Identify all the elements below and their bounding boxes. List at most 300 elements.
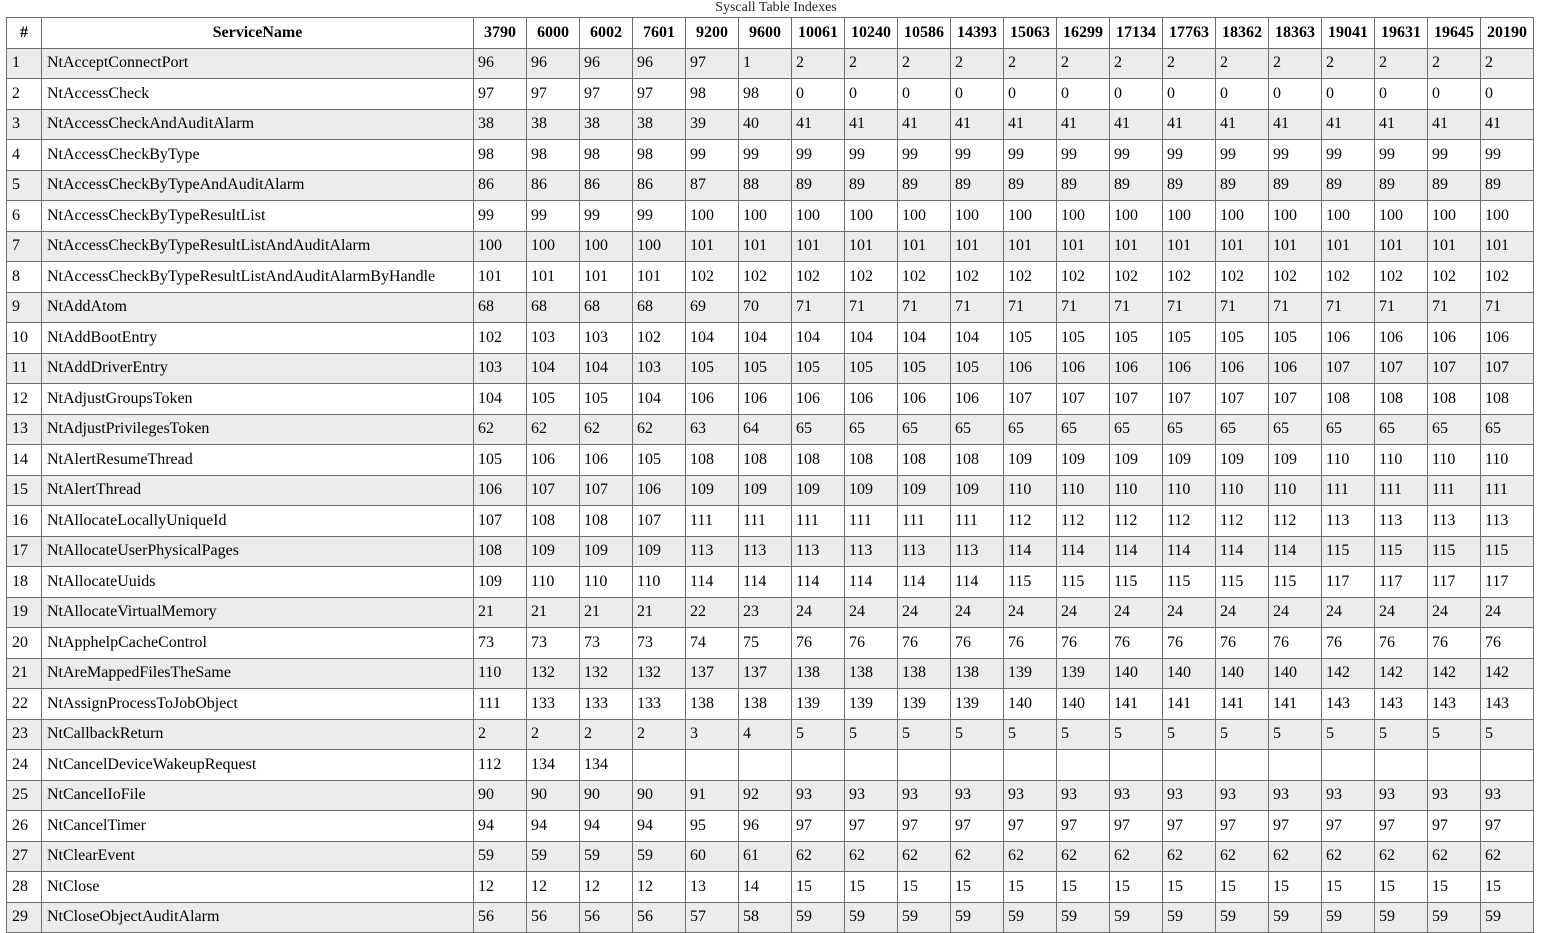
syscall-index-cell: 98 <box>739 79 792 110</box>
syscall-index-cell: 106 <box>951 384 1004 415</box>
syscall-index-cell: 111 <box>739 506 792 537</box>
syscall-index-cell: 101 <box>1057 231 1110 262</box>
syscall-index-cell <box>951 750 1004 781</box>
syscall-index-cell: 114 <box>1216 536 1269 567</box>
table-row <box>7 201 1534 232</box>
syscall-index-cell: 106 <box>474 475 527 506</box>
syscall-index-cell: 24 <box>1375 597 1428 628</box>
syscall-index-cell: 59 <box>1428 902 1481 933</box>
syscall-index-cell: 110 <box>527 567 580 598</box>
syscall-index-cell: 102 <box>1375 262 1428 293</box>
syscall-index-cell: 140 <box>1269 658 1322 689</box>
syscall-index-cell: 97 <box>845 811 898 842</box>
syscall-index-cell: 94 <box>527 811 580 842</box>
syscall-index-cell: 62 <box>1163 841 1216 872</box>
syscall-index-cell: 133 <box>633 689 686 720</box>
syscall-index-cell: 89 <box>1269 170 1322 201</box>
syscall-index-cell: 88 <box>739 170 792 201</box>
service-name-cell: NtAccessCheckAndAuditAlarm <box>42 109 474 140</box>
syscall-index-cell: 2 <box>1163 48 1216 79</box>
syscall-index-cell: 108 <box>1481 384 1534 415</box>
syscall-index-cell: 57 <box>686 902 739 933</box>
syscall-index-cell: 21 <box>633 597 686 628</box>
syscall-index-cell: 95 <box>686 811 739 842</box>
syscall-index-cell: 105 <box>1216 323 1269 354</box>
syscall-index-cell: 76 <box>1481 628 1534 659</box>
syscall-index-cell: 106 <box>633 475 686 506</box>
syscall-index-cell: 75 <box>739 628 792 659</box>
syscall-index-cell: 114 <box>1269 536 1322 567</box>
syscall-index-cell: 102 <box>792 262 845 293</box>
syscall-index-cell: 12 <box>474 872 527 903</box>
table-row <box>7 597 1534 628</box>
syscall-index-cell: 109 <box>686 475 739 506</box>
table-row <box>7 658 1534 689</box>
syscall-index-cell: 76 <box>792 628 845 659</box>
syscall-index-cell: 2 <box>1216 48 1269 79</box>
syscall-index-cell: 105 <box>633 445 686 476</box>
syscall-index-cell: 100 <box>845 201 898 232</box>
syscall-index-cell: 140 <box>1216 658 1269 689</box>
syscall-index-cell: 104 <box>527 353 580 384</box>
syscall-index-cell: 12 <box>580 872 633 903</box>
syscall-index-cell: 56 <box>474 902 527 933</box>
service-name-cell: NtAdjustGroupsToken <box>42 384 474 415</box>
row-index-cell: 24 <box>7 750 42 781</box>
syscall-index-cell: 105 <box>1163 323 1216 354</box>
syscall-index-cell: 68 <box>580 292 633 323</box>
table-row <box>7 872 1534 903</box>
syscall-index-cell: 93 <box>1269 780 1322 811</box>
syscall-index-cell: 139 <box>898 689 951 720</box>
syscall-index-cell: 99 <box>1163 140 1216 171</box>
syscall-index-cell: 62 <box>845 841 898 872</box>
syscall-index-cell: 114 <box>1110 536 1163 567</box>
syscall-index-cell <box>845 750 898 781</box>
syscall-index-cell: 5 <box>1428 719 1481 750</box>
syscall-index-cell: 141 <box>1269 689 1322 720</box>
service-name-cell: NtAccessCheckByTypeResultListAndAuditAlarmByHandle <box>42 262 474 293</box>
syscall-index-cell: 102 <box>898 262 951 293</box>
syscall-index-cell: 59 <box>580 841 633 872</box>
syscall-index-cell: 5 <box>1163 719 1216 750</box>
syscall-index-cell: 110 <box>1110 475 1163 506</box>
syscall-index-cell: 99 <box>686 140 739 171</box>
syscall-index-cell: 24 <box>1481 597 1534 628</box>
syscall-index-cell: 97 <box>686 48 739 79</box>
syscall-index-cell: 97 <box>1269 811 1322 842</box>
syscall-index-cell: 15 <box>845 872 898 903</box>
syscall-index-cell: 111 <box>1375 475 1428 506</box>
syscall-index-cell: 3 <box>686 719 739 750</box>
syscall-index-cell: 2 <box>1428 48 1481 79</box>
syscall-index-cell: 106 <box>1322 323 1375 354</box>
syscall-index-cell: 109 <box>580 536 633 567</box>
syscall-index-cell: 59 <box>792 902 845 933</box>
syscall-index-cell: 133 <box>580 689 633 720</box>
syscall-index-cell: 107 <box>1322 353 1375 384</box>
syscall-index-cell: 101 <box>474 262 527 293</box>
syscall-index-cell: 138 <box>951 658 1004 689</box>
syscall-index-cell: 0 <box>1004 79 1057 110</box>
table-row <box>7 414 1534 445</box>
syscall-index-cell: 41 <box>1110 109 1163 140</box>
table-row <box>7 170 1534 201</box>
column-header-build: 17134 <box>1110 18 1163 49</box>
row-index-cell: 20 <box>7 628 42 659</box>
syscall-index-cell: 2 <box>898 48 951 79</box>
syscall-index-cell: 108 <box>1375 384 1428 415</box>
syscall-index-cell: 65 <box>1428 414 1481 445</box>
syscall-index-cell: 15 <box>1057 872 1110 903</box>
syscall-index-cell: 143 <box>1481 689 1534 720</box>
syscall-index-cell: 98 <box>580 140 633 171</box>
syscall-index-cell: 114 <box>845 567 898 598</box>
syscall-index-cell: 98 <box>474 140 527 171</box>
syscall-index-cell: 139 <box>951 689 1004 720</box>
syscall-index-cell: 108 <box>527 506 580 537</box>
service-name-cell: NtAdjustPrivilegesToken <box>42 414 474 445</box>
syscall-index-cell: 143 <box>1322 689 1375 720</box>
syscall-index-cell: 108 <box>580 506 633 537</box>
column-header-servicename: ServiceName <box>42 18 474 49</box>
syscall-index-cell: 109 <box>1216 445 1269 476</box>
syscall-index-cell: 4 <box>739 719 792 750</box>
syscall-index-cell: 65 <box>1216 414 1269 445</box>
syscall-index-cell: 132 <box>580 658 633 689</box>
syscall-index-cell: 97 <box>1216 811 1269 842</box>
syscall-index-cell: 101 <box>633 262 686 293</box>
syscall-index-cell: 112 <box>1110 506 1163 537</box>
row-index-cell: 14 <box>7 445 42 476</box>
syscall-index-cell: 5 <box>792 719 845 750</box>
syscall-index-cell: 15 <box>1163 872 1216 903</box>
syscall-index-cell <box>686 750 739 781</box>
service-name-cell: NtAccessCheckByTypeAndAuditAlarm <box>42 170 474 201</box>
syscall-index-cell: 105 <box>1057 323 1110 354</box>
syscall-index-cell: 109 <box>845 475 898 506</box>
syscall-index-cell: 115 <box>1057 567 1110 598</box>
service-name-cell: NtAllocateUuids <box>42 567 474 598</box>
table-row <box>7 780 1534 811</box>
syscall-index-cell: 65 <box>1269 414 1322 445</box>
syscall-index-cell: 106 <box>527 445 580 476</box>
syscall-index-cell: 115 <box>1269 567 1322 598</box>
syscall-index-cell: 56 <box>633 902 686 933</box>
syscall-index-cell: 114 <box>1004 536 1057 567</box>
syscall-index-cell: 99 <box>633 201 686 232</box>
syscall-index-cell: 100 <box>1004 201 1057 232</box>
service-name-cell: NtClose <box>42 872 474 903</box>
service-name-cell: NtAreMappedFilesTheSame <box>42 658 474 689</box>
syscall-index-cell: 141 <box>1216 689 1269 720</box>
syscall-index-cell: 71 <box>1004 292 1057 323</box>
syscall-index-cell: 133 <box>527 689 580 720</box>
syscall-index-cell: 68 <box>527 292 580 323</box>
syscall-index-cell: 62 <box>580 414 633 445</box>
syscall-index-cell <box>1375 750 1428 781</box>
syscall-index-cell: 110 <box>580 567 633 598</box>
syscall-index-cell: 113 <box>845 536 898 567</box>
syscall-index-cell: 65 <box>951 414 1004 445</box>
syscall-index-cell: 107 <box>633 506 686 537</box>
syscall-index-cell: 59 <box>1163 902 1216 933</box>
syscall-index-cell: 64 <box>739 414 792 445</box>
table-row <box>7 109 1534 140</box>
syscall-index-cell: 56 <box>580 902 633 933</box>
row-index-cell: 25 <box>7 780 42 811</box>
column-header-build: 14393 <box>951 18 1004 49</box>
table-row <box>7 79 1534 110</box>
syscall-index-cell: 62 <box>474 414 527 445</box>
column-header-build: 17763 <box>1163 18 1216 49</box>
service-name-cell: NtAllocateVirtualMemory <box>42 597 474 628</box>
syscall-index-cell: 105 <box>527 384 580 415</box>
syscall-index-cell: 113 <box>951 536 1004 567</box>
row-index-cell: 12 <box>7 384 42 415</box>
syscall-index-cell: 71 <box>1110 292 1163 323</box>
syscall-index-cell: 115 <box>1375 536 1428 567</box>
syscall-index-cell: 143 <box>1428 689 1481 720</box>
syscall-index-cell: 99 <box>1481 140 1534 171</box>
syscall-index-cell: 99 <box>1428 140 1481 171</box>
syscall-index-cell: 70 <box>739 292 792 323</box>
syscall-index-cell: 113 <box>792 536 845 567</box>
syscall-index-cell: 24 <box>951 597 1004 628</box>
row-index-cell: 17 <box>7 536 42 567</box>
syscall-index-cell: 91 <box>686 780 739 811</box>
syscall-index-cell: 99 <box>580 201 633 232</box>
syscall-index-cell: 23 <box>739 597 792 628</box>
syscall-index-cell: 109 <box>633 536 686 567</box>
syscall-index-cell: 101 <box>527 262 580 293</box>
syscall-index-cell: 0 <box>1110 79 1163 110</box>
syscall-index-cell: 100 <box>792 201 845 232</box>
syscall-index-cell <box>1216 750 1269 781</box>
syscall-index-cell: 99 <box>1110 140 1163 171</box>
syscall-index-cell: 15 <box>951 872 1004 903</box>
syscall-index-cell: 86 <box>633 170 686 201</box>
syscall-index-cell: 100 <box>951 201 1004 232</box>
syscall-index-cell: 110 <box>1057 475 1110 506</box>
syscall-index-cell: 13 <box>686 872 739 903</box>
syscall-index-cell: 93 <box>1216 780 1269 811</box>
syscall-index-cell: 89 <box>1481 170 1534 201</box>
table-row <box>7 811 1534 842</box>
syscall-index-cell: 2 <box>1269 48 1322 79</box>
syscall-index-cell: 93 <box>951 780 1004 811</box>
syscall-index-cell: 62 <box>1110 841 1163 872</box>
row-index-cell: 5 <box>7 170 42 201</box>
syscall-index-cell: 15 <box>1216 872 1269 903</box>
syscall-index-cell: 138 <box>898 658 951 689</box>
syscall-index-cell: 2 <box>1004 48 1057 79</box>
syscall-index-cell: 62 <box>1481 841 1534 872</box>
syscall-index-cell: 0 <box>1428 79 1481 110</box>
column-header-build: 15063 <box>1004 18 1057 49</box>
syscall-index-cell: 97 <box>633 79 686 110</box>
service-name-cell: NtAllocateUserPhysicalPages <box>42 536 474 567</box>
table-row <box>7 140 1534 171</box>
syscall-index-cell: 106 <box>898 384 951 415</box>
syscall-index-cell: 76 <box>951 628 1004 659</box>
syscall-index-cell: 99 <box>1004 140 1057 171</box>
syscall-index-cell: 140 <box>1163 658 1216 689</box>
syscall-index-cell: 104 <box>633 384 686 415</box>
syscall-index-cell: 59 <box>898 902 951 933</box>
syscall-index-cell: 0 <box>1269 79 1322 110</box>
syscall-index-cell: 103 <box>527 323 580 354</box>
column-header-build: 6002 <box>580 18 633 49</box>
syscall-index-cell: 106 <box>1481 323 1534 354</box>
syscall-index-cell: 1 <box>739 48 792 79</box>
syscall-index-cell: 89 <box>1110 170 1163 201</box>
syscall-index-cell: 76 <box>1163 628 1216 659</box>
table-row <box>7 567 1534 598</box>
syscall-index-cell: 71 <box>1322 292 1375 323</box>
syscall-index-cell: 114 <box>739 567 792 598</box>
syscall-index-cell: 100 <box>898 201 951 232</box>
syscall-index-cell: 89 <box>1375 170 1428 201</box>
syscall-index-cell: 24 <box>1163 597 1216 628</box>
service-name-cell: NtAlertResumeThread <box>42 445 474 476</box>
syscall-index-cell: 110 <box>1163 475 1216 506</box>
syscall-index-cell: 100 <box>686 201 739 232</box>
syscall-index-cell: 107 <box>1428 353 1481 384</box>
syscall-index-cell: 5 <box>951 719 1004 750</box>
syscall-index-cell: 113 <box>898 536 951 567</box>
syscall-index-cell: 0 <box>1481 79 1534 110</box>
syscall-index-cell: 65 <box>792 414 845 445</box>
syscall-index-cell: 71 <box>1375 292 1428 323</box>
syscall-index-cell: 59 <box>474 841 527 872</box>
syscall-index-cell: 105 <box>1269 323 1322 354</box>
syscall-index-cell: 140 <box>1057 689 1110 720</box>
table-row <box>7 841 1534 872</box>
syscall-index-cell: 24 <box>845 597 898 628</box>
syscall-index-cell: 110 <box>1322 445 1375 476</box>
service-name-cell: NtAddDriverEntry <box>42 353 474 384</box>
row-index-cell: 13 <box>7 414 42 445</box>
row-index-cell: 1 <box>7 48 42 79</box>
syscall-index-cell: 105 <box>580 384 633 415</box>
syscall-index-cell: 5 <box>898 719 951 750</box>
syscall-index-cell: 106 <box>1216 353 1269 384</box>
syscall-index-cell: 93 <box>1110 780 1163 811</box>
syscall-index-cell: 140 <box>1110 658 1163 689</box>
syscall-index-cell: 41 <box>792 109 845 140</box>
syscall-index-cell: 89 <box>898 170 951 201</box>
syscall-index-cell: 107 <box>1163 384 1216 415</box>
syscall-index-cell: 24 <box>792 597 845 628</box>
column-header-build: 19631 <box>1375 18 1428 49</box>
column-header-build: 19041 <box>1322 18 1375 49</box>
syscall-index-cell: 107 <box>474 506 527 537</box>
syscall-index-cell: 98 <box>633 140 686 171</box>
syscall-index-cell: 0 <box>792 79 845 110</box>
syscall-index-cell: 115 <box>1163 567 1216 598</box>
syscall-index-cell: 92 <box>739 780 792 811</box>
syscall-index-cell: 96 <box>527 48 580 79</box>
syscall-index-cell: 100 <box>633 231 686 262</box>
syscall-index-cell: 0 <box>951 79 1004 110</box>
syscall-index-cell: 5 <box>845 719 898 750</box>
syscall-index-cell: 100 <box>1110 201 1163 232</box>
syscall-index-cell: 99 <box>1057 140 1110 171</box>
syscall-index-cell: 76 <box>1004 628 1057 659</box>
syscall-index-cell: 102 <box>1110 262 1163 293</box>
syscall-index-cell: 104 <box>686 323 739 354</box>
syscall-index-cell: 62 <box>792 841 845 872</box>
syscall-index-cell: 12 <box>633 872 686 903</box>
syscall-index-cell: 86 <box>580 170 633 201</box>
syscall-index-cell: 62 <box>527 414 580 445</box>
syscall-index-cell: 89 <box>1163 170 1216 201</box>
syscall-index-cell: 5 <box>1110 719 1163 750</box>
syscall-index-cell: 65 <box>1110 414 1163 445</box>
syscall-index-cell: 111 <box>1481 475 1534 506</box>
syscall-index-cell: 71 <box>1163 292 1216 323</box>
syscall-index-cell: 65 <box>845 414 898 445</box>
syscall-index-cell: 110 <box>474 658 527 689</box>
syscall-index-cell: 2 <box>845 48 898 79</box>
syscall-index-cell: 21 <box>474 597 527 628</box>
syscall-index-cell: 0 <box>1322 79 1375 110</box>
service-name-cell: NtApphelpCacheControl <box>42 628 474 659</box>
syscall-index-cell: 97 <box>1163 811 1216 842</box>
syscall-index-cell: 114 <box>951 567 1004 598</box>
syscall-index-cell: 21 <box>527 597 580 628</box>
syscall-index-cell: 93 <box>792 780 845 811</box>
syscall-index-cell: 99 <box>951 140 1004 171</box>
syscall-index-cell: 73 <box>580 628 633 659</box>
syscall-index-cell: 138 <box>845 658 898 689</box>
syscall-index-cell: 62 <box>1004 841 1057 872</box>
syscall-index-cell: 62 <box>1057 841 1110 872</box>
syscall-index-cell: 110 <box>1375 445 1428 476</box>
syscall-index-cell: 114 <box>686 567 739 598</box>
syscall-index-cell: 93 <box>898 780 951 811</box>
table-caption: Syscall Table Indexes <box>715 0 837 15</box>
syscall-index-cell: 115 <box>1481 536 1534 567</box>
column-header-build: 16299 <box>1057 18 1110 49</box>
syscall-index-cell: 101 <box>845 231 898 262</box>
syscall-index-cell: 139 <box>845 689 898 720</box>
syscall-index-cell: 102 <box>686 262 739 293</box>
syscall-index-cell: 24 <box>898 597 951 628</box>
syscall-index-cell: 99 <box>1322 140 1375 171</box>
syscall-index-cell: 109 <box>527 536 580 567</box>
syscall-index-cell: 93 <box>1322 780 1375 811</box>
table-row <box>7 689 1534 720</box>
syscall-index-cell: 114 <box>898 567 951 598</box>
syscall-index-cell: 87 <box>686 170 739 201</box>
syscall-index-cell: 65 <box>1004 414 1057 445</box>
syscall-index-cell: 107 <box>580 475 633 506</box>
syscall-index-cell: 0 <box>1216 79 1269 110</box>
syscall-index-cell: 73 <box>527 628 580 659</box>
syscall-index-cell: 63 <box>686 414 739 445</box>
syscall-index-cell: 111 <box>792 506 845 537</box>
syscall-index-cell: 89 <box>1216 170 1269 201</box>
syscall-index-cell: 71 <box>792 292 845 323</box>
syscall-index-cell: 68 <box>633 292 686 323</box>
syscall-index-cell: 102 <box>845 262 898 293</box>
syscall-index-cell: 59 <box>1269 902 1322 933</box>
syscall-index-cell: 109 <box>1057 445 1110 476</box>
syscall-index-cell: 71 <box>951 292 1004 323</box>
syscall-index-cell: 0 <box>1057 79 1110 110</box>
